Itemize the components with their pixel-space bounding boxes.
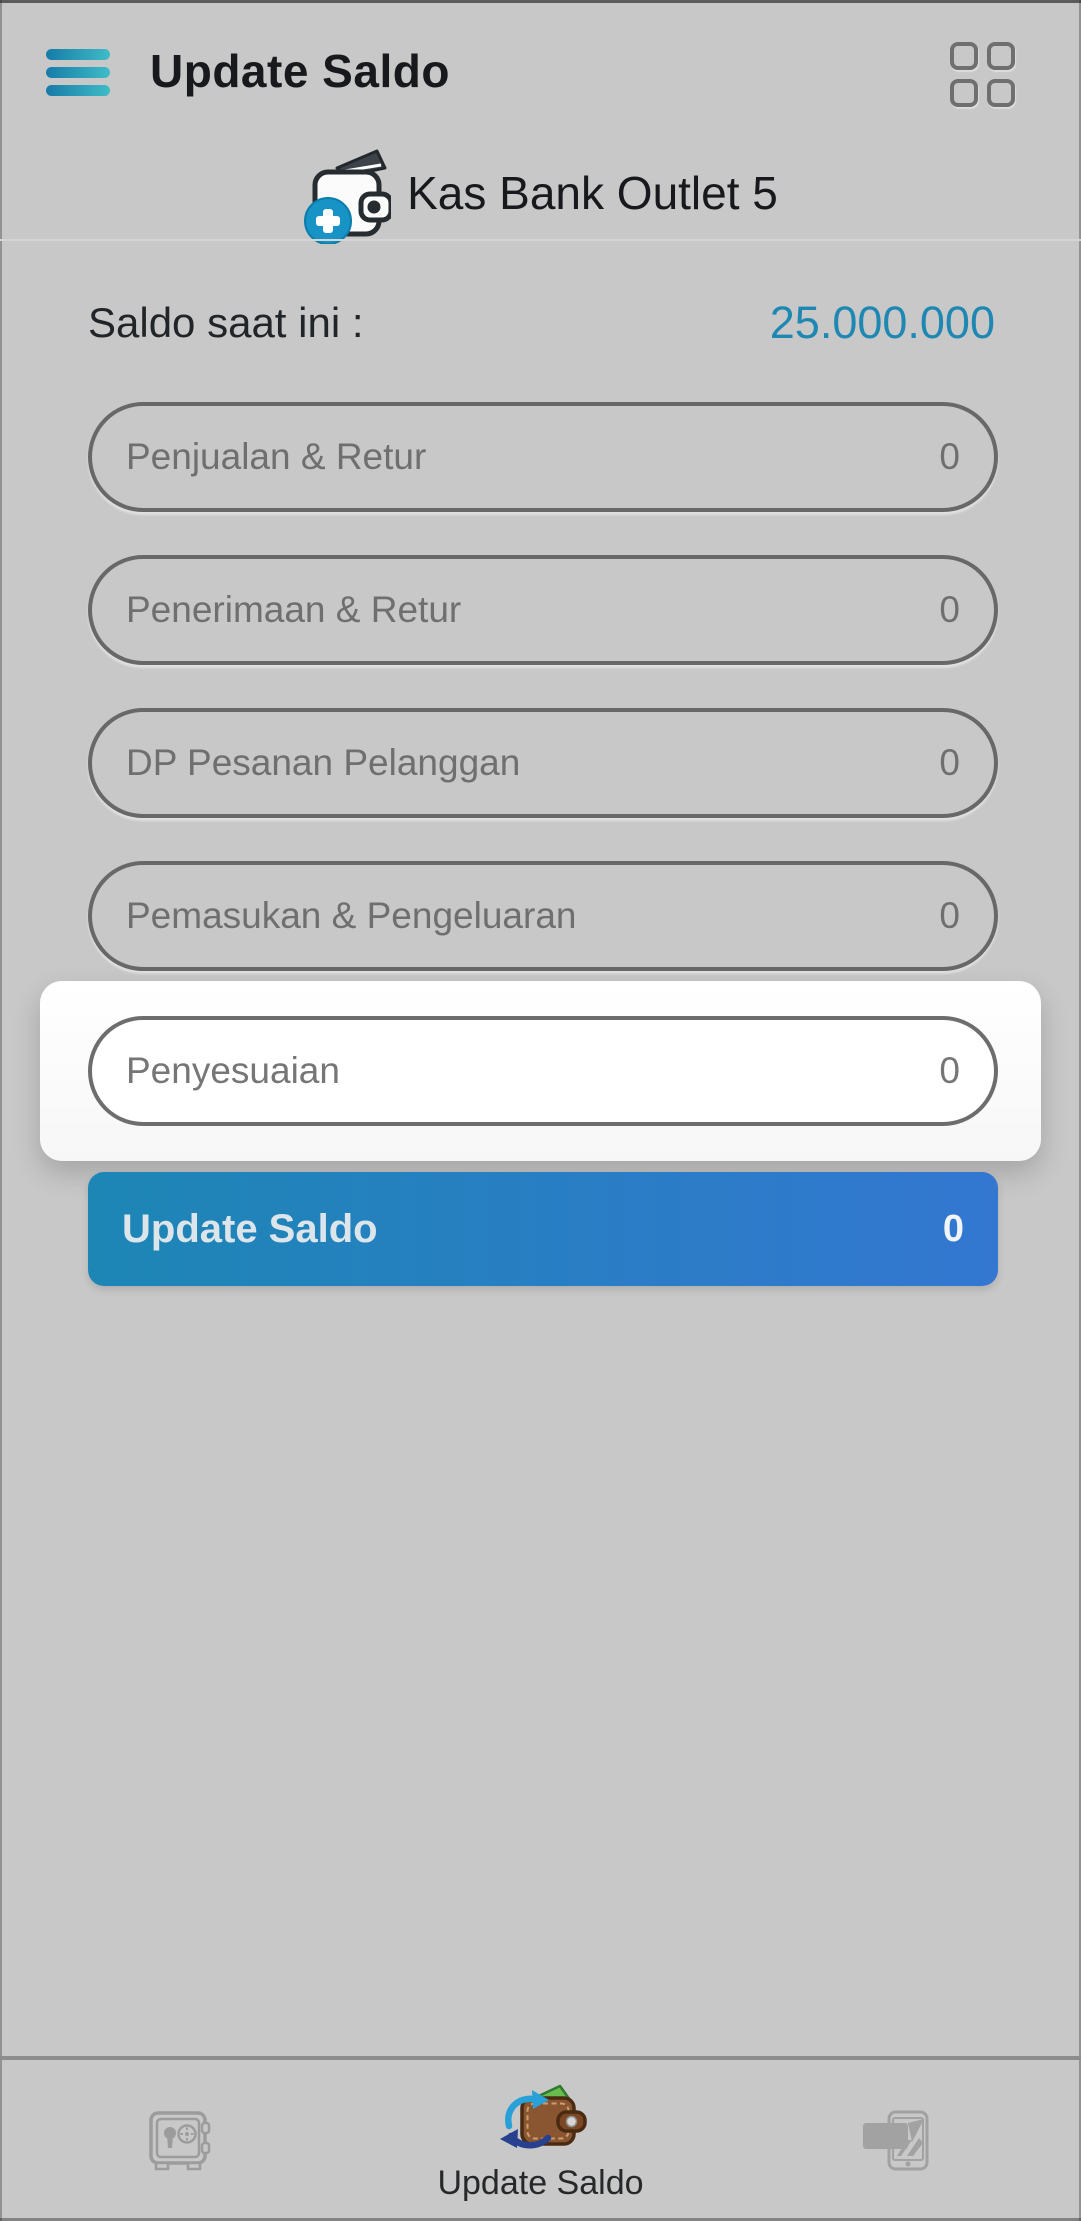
row-label: DP Pesanan Pelanggan xyxy=(126,742,521,783)
row-label: Penjualan & Retur xyxy=(126,436,427,477)
hamburger-bar xyxy=(46,49,110,60)
input-row-penjualan-retur[interactable] xyxy=(88,402,998,512)
input-row-penyesuaian[interactable] xyxy=(88,1016,998,1126)
nav-item-update-saldo-label: Update Saldo xyxy=(437,2164,644,2202)
input-row-penerimaan-retur[interactable] xyxy=(88,555,998,665)
page-title: Update Saldo xyxy=(150,45,450,97)
account-selector[interactable] xyxy=(0,142,1081,244)
row-value: 0 xyxy=(939,589,960,630)
bottom-nav-divider xyxy=(0,2056,1081,2060)
update-saldo-button-value: 0 xyxy=(942,1207,964,1250)
input-row-dp-pesanan-pelanggan[interactable] xyxy=(88,708,998,818)
wallet-plus-icon xyxy=(303,142,391,244)
row-label: Pemasukan & Pengeluaran xyxy=(126,895,577,936)
input-row-pemasukan-pengeluaran[interactable] xyxy=(88,861,998,971)
grid-cell xyxy=(987,79,1015,107)
card-terminal-icon xyxy=(862,2110,934,2172)
header-divider xyxy=(0,239,1081,241)
row-label: Penerimaan & Retur xyxy=(126,589,462,630)
account-name: Kas Bank Outlet 5 xyxy=(407,167,778,219)
grid-cell xyxy=(950,79,978,107)
balance-label: Saldo saat ini : xyxy=(88,299,364,346)
grid-cell xyxy=(987,42,1015,70)
nav-item-card-terminal[interactable] xyxy=(862,2110,934,2172)
current-balance-row xyxy=(88,297,995,349)
row-value: 0 xyxy=(939,436,960,477)
row-label: Penyesuaian xyxy=(126,1050,340,1091)
nav-item-update-saldo[interactable] xyxy=(496,2078,588,2160)
nav-item-safe[interactable] xyxy=(146,2110,216,2172)
grid-cell xyxy=(950,42,978,70)
row-value: 0 xyxy=(939,742,960,783)
update-saldo-button-label: Update Saldo xyxy=(122,1206,378,1251)
grid-apps-icon[interactable] xyxy=(950,42,1015,107)
safe-icon xyxy=(146,2110,216,2172)
balance-value: 25.000.000 xyxy=(769,297,995,348)
row-value: 0 xyxy=(939,1050,960,1091)
hamburger-bar xyxy=(46,67,110,78)
row-value: 0 xyxy=(939,895,960,936)
update-saldo-button[interactable] xyxy=(88,1172,998,1286)
hamburger-bar xyxy=(46,85,110,96)
wallet-sync-icon xyxy=(496,2078,588,2160)
hamburger-menu-icon[interactable] xyxy=(46,49,110,96)
